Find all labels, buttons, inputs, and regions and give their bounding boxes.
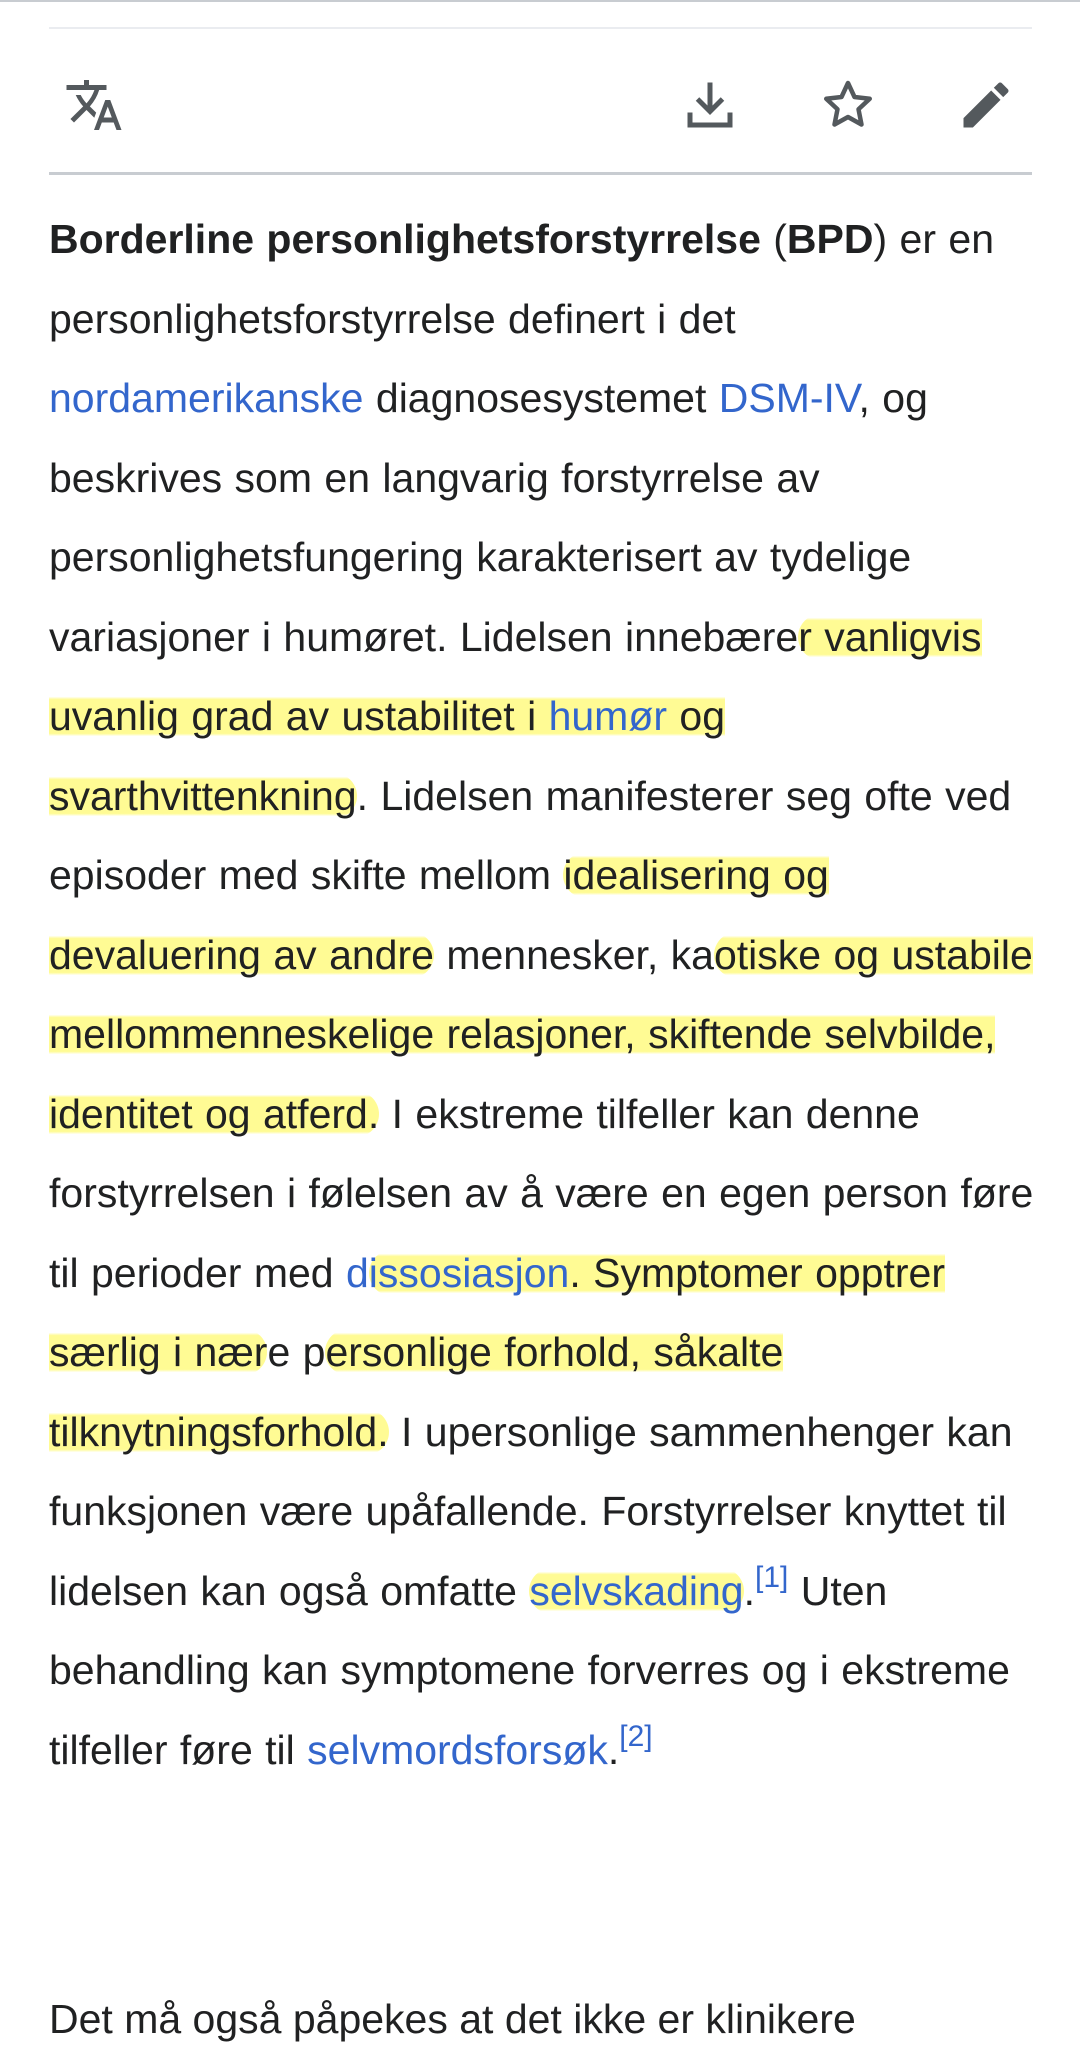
reference-link[interactable]: [2] <box>619 1719 653 1753</box>
article-body <box>49 200 1039 1790</box>
download-button[interactable] <box>675 70 745 140</box>
link-dissosiasjon[interactable]: issosiasjon <box>368 1249 570 1296</box>
toolbar-divider <box>49 172 1032 175</box>
text-run: Uten behandling kan symptomene forverres og i ekstreme tilfeller føre til <box>49 1567 1010 1773</box>
text-run: kalte tilknytningsforhold <box>49 1329 784 1455</box>
text-run: , og beskrives som en langvarig forstyrrelse av personlighetsfungering karakterisert av tydelige variasjoner i humøret. Lidelsen innebære <box>49 375 928 660</box>
edit-button[interactable] <box>951 70 1021 140</box>
top-divider <box>49 27 1032 29</box>
text-run: . <box>377 1408 389 1455</box>
text-run: ersonlige forhold, så <box>325 1329 697 1375</box>
text-run: og svarthvittenkning <box>49 693 726 819</box>
lead-paragraph <box>49 200 1039 1790</box>
link-selvmordsforsok[interactable]: selvmordsforsøk <box>307 1726 608 1773</box>
star-icon <box>818 75 878 135</box>
link-humor[interactable]: humør <box>548 693 668 739</box>
text-run: ( <box>760 216 787 262</box>
text-run: r vanligvis uvanlig grad av ustabilitet i <box>49 613 982 739</box>
top-edge <box>0 0 1080 2</box>
reference-link[interactable]: [1] <box>755 1560 789 1594</box>
text-run: . <box>743 1567 755 1614</box>
text-run: . Symptomer opptrer særlig i nær <box>49 1249 946 1375</box>
text-run: . Lidelsen manifesterer seg ofte ved episoder med skifte mellom <box>49 772 1012 898</box>
page-actions-toolbar <box>49 40 1032 170</box>
download-icon <box>680 75 740 135</box>
highlight-relasjoner: otiske og ustabile mellommenneskelige relasjoner, skiftende selvbilde, identitet og atferd. <box>49 931 1033 1137</box>
language-button[interactable] <box>59 70 129 140</box>
reference-2[interactable] <box>619 1720 652 1753</box>
edit-icon <box>956 75 1016 135</box>
text-run: I ekstreme tilfeller kan denne forstyrrelsen i følelsen av å være en egen person føre til perioder med <box>49 1090 1034 1296</box>
title-term: Borderline personlighetsforstyrrelse <box>49 216 761 262</box>
link-dsm-iv[interactable]: DSM-IV <box>718 375 859 421</box>
text-run: e <box>267 1329 303 1375</box>
watch-star-button[interactable] <box>813 70 883 140</box>
translate-icon <box>64 75 124 135</box>
text-run: p <box>302 1329 326 1375</box>
text-run: I upersonlige sammenhenger kan funksjonen være upåfallende. Forstyrrelser knyttet til lidelsen kan også omfatte <box>49 1408 1013 1614</box>
text-run: ) er en personlighetsforstyrrelse definert i det <box>49 216 994 342</box>
reference-1[interactable] <box>755 1561 788 1594</box>
highlight-idealisering: idealisering og devaluering av andre <box>49 852 829 978</box>
link-selvskading[interactable]: selvskading <box>529 1567 744 1614</box>
next-paragraph-cut-off: Det må også påpekes at det ikke er klinikere <box>49 1996 856 2042</box>
link-dissosiasjon-first-letter[interactable]: d <box>345 1249 369 1296</box>
link-nordamerikanske[interactable]: nordamerikanske <box>49 375 364 421</box>
text-run: mennesker, ka <box>433 931 714 978</box>
abbreviation: BPD <box>786 216 874 262</box>
text-run: . <box>607 1726 620 1773</box>
text-run: diagnosesystemet <box>363 375 719 421</box>
